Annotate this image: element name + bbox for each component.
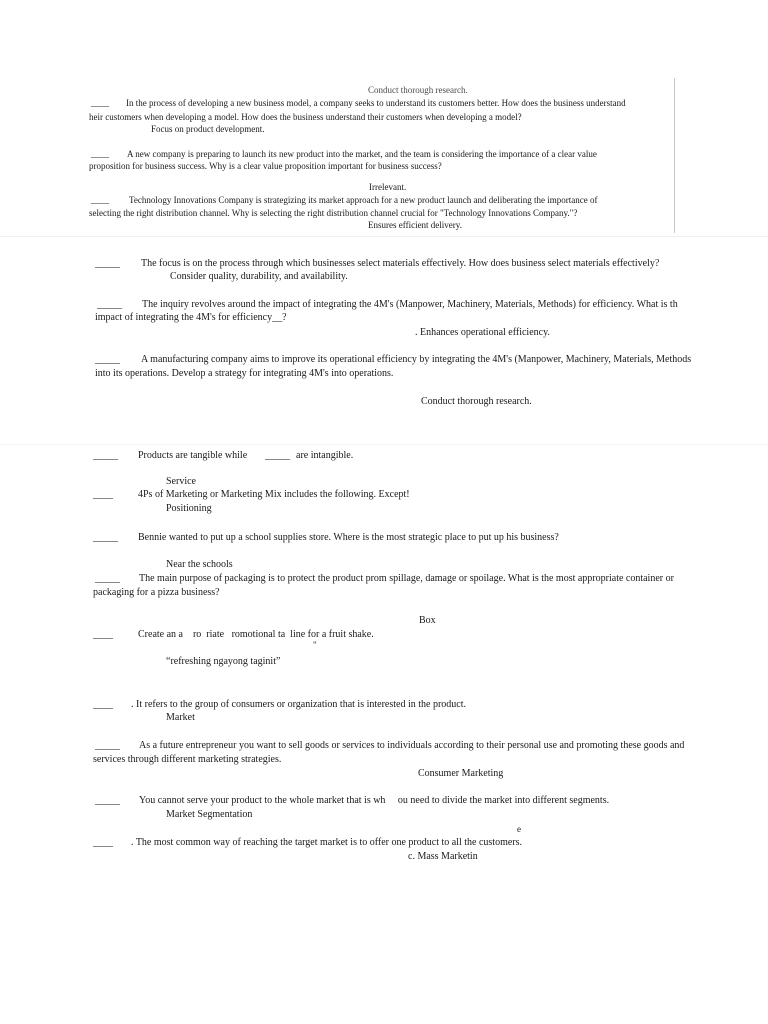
answer-4: Consider quality, durability, and availability. xyxy=(170,271,348,282)
question-11-line-1: Create an a ro riate romotional ta line for a fruit shake. xyxy=(138,629,374,640)
page-divider-2 xyxy=(0,444,768,445)
scan-edge-line xyxy=(674,78,675,233)
inline-blank[interactable]: _____ xyxy=(265,450,290,461)
answer-blank[interactable]: _____ xyxy=(97,299,122,310)
question-14-line-1: You cannot serve your product to the whole market that is wh ou need to divide the market into different segments. xyxy=(139,795,610,806)
answer-10: Box xyxy=(419,615,436,626)
answer-13: Consumer Marketing xyxy=(418,768,504,779)
answer-3: Ensures efficient delivery. xyxy=(368,220,462,230)
answer-1: Focus on product development. xyxy=(151,124,265,134)
question-4-line-1: The focus is on the process through which businesses select materials effectively. How does business select materials effectively? xyxy=(141,258,660,269)
answer-blank[interactable]: _____ xyxy=(93,532,118,543)
question-5-line-1: The inquiry revolves around the impact of integrating the 4M's (Manpower, Machinery, Materials, Methods) for efficiency. What is th xyxy=(142,299,678,310)
page-divider xyxy=(0,236,768,237)
question-15-line-1: . The most common way of reaching the target market is to offer one product to all the customers. xyxy=(131,837,523,848)
answer-blank[interactable]: ____ xyxy=(91,98,109,108)
answer-6: Conduct thorough research. xyxy=(421,396,532,407)
cut-off-text: Conduct thorough research. xyxy=(368,85,468,95)
stray-mark: e xyxy=(517,824,521,834)
question-3-line-1: Technology Innovations Company is strategizing its market approach for a new product launch and deliberating the importance of xyxy=(129,195,598,205)
answer-blank[interactable]: ____ xyxy=(93,699,113,710)
question-1-line-2: heir customers when developing a model. How does the business understand their customers when developing a model? xyxy=(89,112,522,122)
question-9-line-1: Bennie wanted to put up a school supplies store. Where is the most strategic place to put up his business? xyxy=(138,532,559,543)
question-12-line-1: . It refers to the group of consumers or organization that is interested in the product. xyxy=(131,699,466,710)
question-13-line-1: As a future entrepreneur you want to sell goods or services to individuals according to their personal use and promoting these goods and xyxy=(139,740,685,751)
question-5-line-2: impact of integrating the 4M's for efficiency__? xyxy=(95,312,287,323)
question-2-line-2: proposition for business success. Why is a clear value proposition important for business success? xyxy=(89,161,442,171)
answer-blank[interactable]: ____ xyxy=(93,489,113,500)
question-6-line-1: A manufacturing company aims to improve its operational efficiency by integrating the 4M's (Manpower, Machinery, Materials, Methods xyxy=(141,354,692,365)
answer-blank[interactable]: ____ xyxy=(91,195,109,205)
question-7-part-1: Products are tangible while xyxy=(138,450,248,461)
answer-blank[interactable]: _____ xyxy=(95,740,120,751)
answer-blank[interactable]: _____ xyxy=(95,354,120,365)
answer-14: Market Segmentation xyxy=(166,809,253,820)
answer-12: Market xyxy=(166,712,195,723)
answer-blank[interactable]: ____ xyxy=(93,629,113,640)
question-10-line-2: packaging for a pizza business? xyxy=(93,587,220,598)
question-1-line-1: In the process of developing a new business model, a company seeks to understand its customers better. How does the business understand xyxy=(126,98,626,108)
question-3-line-2: selecting the right distribution channel. Why is selecting the right distribution channel crucial for "Technology Innovations Company."? xyxy=(89,208,578,218)
answer-blank[interactable]: _____ xyxy=(95,258,120,269)
question-13-line-2: services through different marketing strategies. xyxy=(93,754,282,765)
answer-11: “refreshing ngayong taginit” xyxy=(166,656,281,667)
answer-15: c. Mass Marketin xyxy=(408,851,478,862)
answer-blank[interactable]: _____ xyxy=(93,450,118,461)
question-2-line-1: A new company is preparing to launch its new product into the market, and the team is considering the importance of a clear value xyxy=(127,149,597,159)
answer-blank[interactable]: ____ xyxy=(93,837,113,848)
stray-mark: " xyxy=(313,640,317,650)
answer-5: . Enhances operational efficiency. xyxy=(415,327,550,338)
question-7-part-2: are intangible. xyxy=(296,450,354,461)
question-10-line-1: The main purpose of packaging is to protect the product prom spillage, damage or spoilage. What is the most appropriate container or xyxy=(139,573,674,584)
answer-2: Irrelevant. xyxy=(369,182,407,192)
question-8-line-1: 4Ps of Marketing or Marketing Mix includes the following. Except! xyxy=(138,489,410,500)
answer-8: Positioning xyxy=(166,503,212,514)
question-6-line-2: into its operations. Develop a strategy for integrating 4M's into operations. xyxy=(95,368,394,379)
answer-blank[interactable]: _____ xyxy=(95,795,120,806)
answer-7: Service xyxy=(166,476,196,487)
answer-blank[interactable]: ____ xyxy=(91,149,109,159)
answer-blank[interactable]: _____ xyxy=(95,573,120,584)
answer-9: Near the schools xyxy=(166,559,233,570)
